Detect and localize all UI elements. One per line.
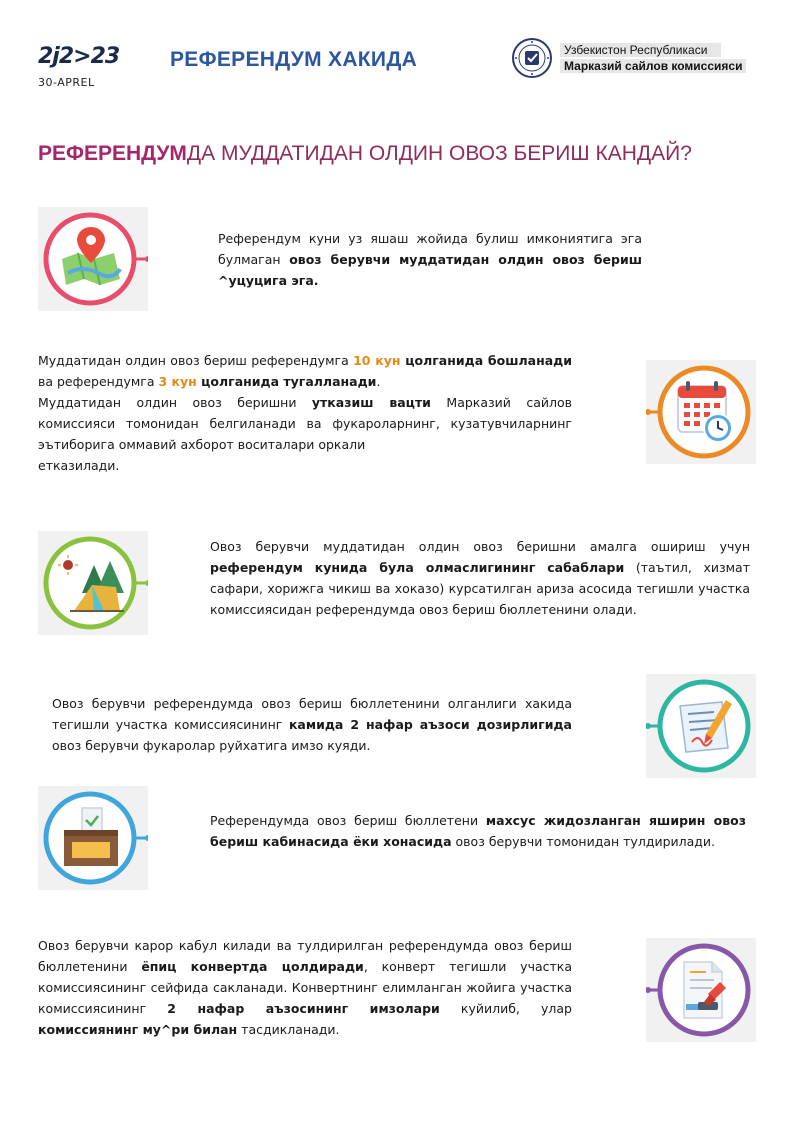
section-3-text — [210, 536, 750, 620]
map-pin-icon — [38, 207, 148, 311]
sealed-document-icon — [646, 938, 756, 1042]
s2-text-e: Марказий сайлов комиссияси томонидан белгиланади ва фукароларнинг, кузатувчиларнинг эътиборига оммавий ахборот воситалари оркали — [38, 395, 572, 452]
section-5-text — [210, 810, 746, 852]
s2-text-f: етказилади. — [38, 458, 120, 473]
s4-bold-a: камида 2 нафар аъзоси дозирлигида — [288, 717, 572, 732]
s6-bold-c: комиссиянинг му^ри билан — [38, 1022, 238, 1037]
s2-bold-a: цолганида бошланади — [400, 353, 573, 368]
s6-text-c: куйилиб, улар — [439, 1001, 572, 1016]
s6-bold-b: 2 нафар аъзосининг имзолари — [167, 1001, 440, 1016]
document-signing-icon — [646, 674, 756, 778]
section-6-text — [38, 935, 572, 1040]
page-title: РЕФЕРЕНДУМ ХАКИДА — [170, 48, 418, 71]
s2-text-b: ва референдумга — [38, 374, 159, 389]
section-2-text — [38, 350, 572, 476]
year-logo: 2j2>23 — [38, 44, 120, 69]
s4-text-b: овоз берувчи фукаролар руйхатига имзо куяди. — [52, 738, 371, 753]
heading-highlight: РЕФЕРЕНДУМ — [38, 142, 187, 165]
s6-text-d: тасдикланади. — [237, 1022, 340, 1037]
commission-seal-icon — [512, 38, 552, 78]
s5-text-a: Референдумда овоз бериш бюллетени — [210, 813, 486, 828]
s2-text-c: . — [376, 374, 381, 389]
s2-days-end: 3 кун — [158, 374, 197, 389]
section-1-text — [218, 228, 642, 291]
s3-text-a: Овоз берувчи муддатидан олдин овоз беришни амалга ошириш учун — [210, 539, 750, 554]
s5-text-b: овоз берувчи томонидан тулдирилади. — [451, 834, 716, 849]
section-1-text-regular: Референдум куни уз яшаш жойида булиш имкониятига эга булмаган — [218, 231, 642, 267]
heading-rest: ДА МУДДАТИДАН ОЛДИН ОВОЗ БЕРИШ КАНДАЙ? — [186, 142, 692, 165]
logo-date: 30-APREL — [38, 76, 95, 89]
s5-bold-a: махсус жидозланган яширин овоз бериш кабинасида ёки хонасида — [210, 813, 746, 849]
s2-days-start: 10 кун — [353, 353, 401, 368]
calendar-clock-icon — [646, 360, 756, 464]
section-4-text — [52, 693, 572, 756]
section-1-text-bold: овоз берувчи муддатидан олдин овоз бериш ^уцуцига эга. — [218, 252, 642, 288]
s2-text-a: Муддатидан олдин овоз бериш референдумга — [38, 353, 354, 368]
s3-bold-a: референдум кунида була олмаслигининг сабаблари — [210, 560, 625, 575]
s2-bold-c: утказиш вацти — [311, 395, 431, 410]
camping-tent-icon — [38, 531, 148, 635]
s3-text-b: (таътил, хизмат сафари, хорижга чикиш ва хоказо) курсатилган ариза асосида тегишли участка комиссиясидан референдумда овоз бериш бюллетенини олади. — [210, 560, 750, 617]
s6-text-a: Овоз берувчи карор кабул килади ва тулдирилган референдумда овоз бериш бюллетенини — [38, 938, 572, 974]
ballot-box-icon — [38, 786, 148, 890]
s6-bold-a: ёпиц конвертда цолдиради — [141, 959, 364, 974]
s6-text-b: , конверт тегишли участка комиссиясининг сейфида сакланади. Конвертнинг елимланган жойига участка комиссиясининг — [38, 959, 572, 1016]
main-heading — [38, 142, 692, 166]
s2-text-d: Муддатидан олдин овоз беришни — [38, 395, 312, 410]
commission-name: Марказий сайлов комиссияси — [560, 59, 746, 73]
s4-text-a: Овоз берувчи референдумда овоз бериш бюллетенини олганлиги хакида тегишли участка комиссиясининг — [52, 696, 572, 732]
s2-bold-b: цолганида тугалланади — [196, 374, 377, 389]
commission-country: Узбекистон Республикаси — [560, 43, 721, 57]
